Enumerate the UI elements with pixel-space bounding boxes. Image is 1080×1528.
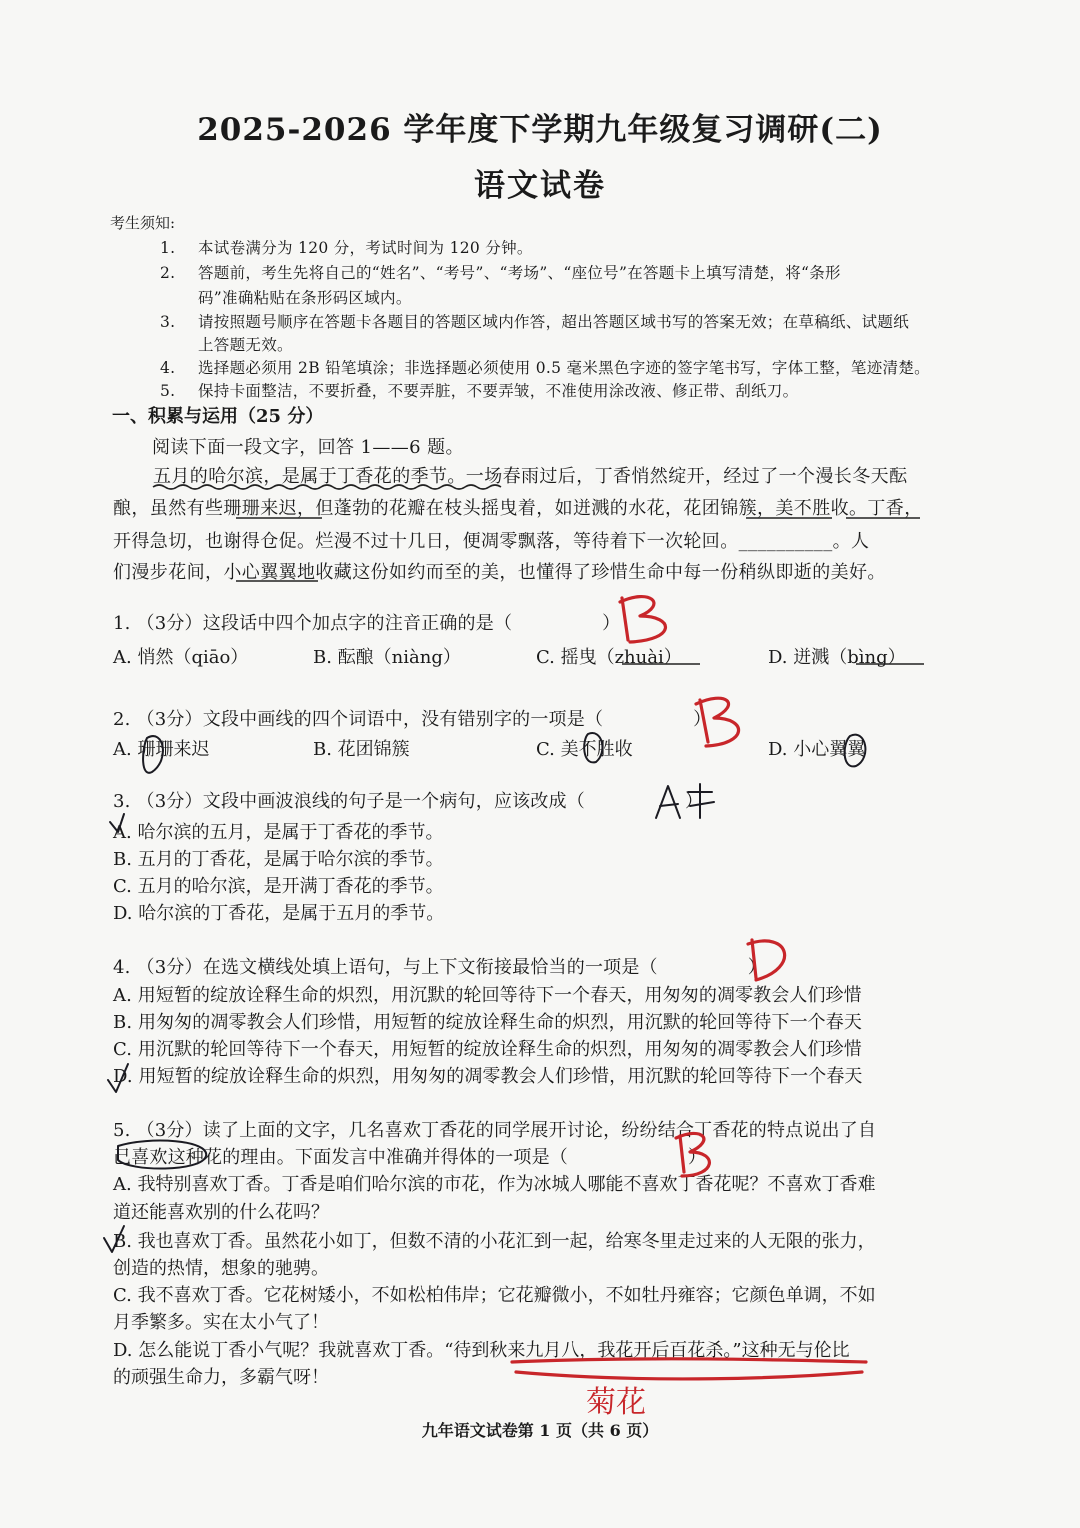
question-5-option-d: D. 怎么能说丁香小气呢？我就喜欢丁香。“待到秋来九月八，我花开后百花杀。”这种无与伦比 [113, 1340, 850, 1361]
notice-item: 5. 保持卡面整洁，不要折叠，不要弄脏，不要弄皱，不准使用涂改液、修正带、刮纸刀。 [160, 382, 799, 400]
circle-mark-icon [143, 736, 163, 773]
exam-title: 2025-2026 学年度下学期九年级复习调研(二) [197, 112, 883, 148]
question-5-option-b-cont: 创造的热情，想象的驰骋。 [113, 1258, 329, 1279]
notice-item: 码”准确粘贴在条形码区域内。 [198, 289, 412, 307]
passage-line: 们漫步花间，小心翼翼地收藏这份如约而至的美，也懂得了珍惜生命中每一份稍纵即逝的美好。 [113, 562, 886, 583]
question-1-option-d: D. 迸溅（bìng） [768, 647, 906, 668]
notice-item: 4. 选择题必须用 2B 铅笔填涂；非选择题必须使用 0.5 毫米黑色字迹的签字笔书写，字体工整，笔迹清楚。 [160, 359, 930, 377]
question-3-option-a: A. 哈尔滨的五月，是属于丁香花的季节。 [113, 822, 444, 843]
question-4-option-b: B. 用匆匆的凋零教会人们珍惜，用短暂的绽放诠释生命的炽烈，用沉默的轮回等待下一个春天 [113, 1012, 862, 1033]
circle-mark-icon [845, 735, 866, 767]
notice-item: 3. 请按照题号顺序在答题卡各题目的答题区域内作答，超出答题区域书写的答案无效；在草稿纸、试题纸 [160, 313, 910, 331]
question-3-option-d: D. 哈尔滨的丁香花，是属于五月的季节。 [113, 903, 445, 924]
question-5-option-b: B. 我也喜欢丁香。虽然花小如丁，但数不清的小花汇到一起，给寒冬里走过来的人无限的张力， [113, 1231, 876, 1252]
handwritten-answer-3 [656, 784, 714, 818]
question-5-option-c: C. 我不喜欢丁香。它花树矮小，不如松柏伟岸；它花瓣微小，不如牡丹雍容；它颜色单调，不如 [113, 1285, 876, 1306]
check-mark-icon [104, 1226, 124, 1252]
question-1-option-b: B. 酝酿（niàng） [313, 647, 461, 668]
passage-wavy-underline [153, 485, 501, 489]
handwritten-answer-1 [620, 597, 665, 642]
question-5-option-c-cont: 月季繁多。实在太小气了！ [113, 1312, 329, 1333]
notice-heading: 考生须知: [110, 214, 176, 232]
passage-line: 五月的哈尔滨，是属于丁香花的季节。一场春雨过后，丁香悄然绽开，经过了一个漫长冬天酝 [153, 466, 908, 487]
notice-item: 2. 答题前，考生先将自己的“姓名”、“考号”、“考场”、“座位号”在答题卡上填写清楚，将“条形 [160, 264, 841, 282]
handwritten-answer-5 [676, 1133, 709, 1176]
check-mark-icon [110, 814, 124, 832]
question-5-stem-line: 5. （3分）读了上面的文字，几名喜欢丁香花的同学展开讨论，纷纷结合丁香花的特点说出了自 [113, 1120, 877, 1141]
question-5-option-d-cont: 的顽强生命力，多霸气呀！ [113, 1367, 329, 1388]
reading-instruction: 阅读下面一段文字，回答 1——6 题。 [152, 437, 464, 458]
question-1-option-a: A. 悄然（qiāo） [113, 647, 249, 668]
handwritten-answer-4 [748, 940, 785, 980]
question-3-option-b: B. 五月的丁香花，是属于哈尔滨的季节。 [113, 849, 444, 870]
question-3-stem: 3. （3分）文段中画波浪线的句子是一个病句，应该改成（ ） [113, 791, 704, 812]
question-1-option-c: C. 摇曳（zhuài） [536, 647, 682, 668]
red-underline [516, 1372, 862, 1379]
question-4-stem: 4. （3分）在选文横线处填上语句，与上下文衔接最恰当的一项是（ ） [113, 957, 766, 978]
circle-mark-icon [584, 733, 602, 762]
passage-line: 开得急切，也谢得仓促。烂漫不过十几日，便凋零飘落，等待着下一次轮回。__________。人 [113, 531, 870, 552]
question-5-stem-line: 己喜欢这种花的理由。下面发言中准确并得体的一项是（ ） [113, 1147, 707, 1168]
notice-item: 上答题无效。 [198, 336, 293, 354]
question-2-option-b: B. 花团锦簇 [313, 739, 410, 760]
question-4-option-a: A. 用短暂的绽放诠释生命的炽烈，用沉默的轮回等待下一个春天，用匆匆的凋零教会人们珍惜 [113, 985, 862, 1006]
question-5-option-a: A. 我特别喜欢丁香。丁香是咱们哈尔滨的市花，作为冰城人哪能不喜欢丁香花呢？不喜欢丁香难 [113, 1174, 876, 1195]
question-2-option-d: D. 小心翼翼 [768, 739, 866, 760]
question-5-option-a-cont: 道还能喜欢别的什么花吗？ [113, 1202, 329, 1223]
red-underline [512, 1359, 866, 1362]
section-heading: 一、积累与运用（25 分） [112, 406, 324, 427]
question-4-option-c: C. 用沉默的轮回等待下一个春天，用短暂的绽放诠释生命的炽烈，用匆匆的凋零教会人们珍惜 [113, 1039, 862, 1060]
handwritten-note [586, 1386, 646, 1419]
question-3-option-c: C. 五月的哈尔滨，是开满丁香花的季节。 [113, 876, 444, 897]
handwritten-note-text: 菊花 [586, 1386, 646, 1419]
question-4-option-d: D. 用短暂的绽放诠释生命的炽烈，用匆匆的凋零教会人们珍惜，用沉默的轮回等待下一个春天 [113, 1066, 863, 1087]
question-2-stem: 2. （3分）文段中画线的四个词语中，没有错别字的一项是（ ） [113, 709, 712, 730]
question-1-stem: 1. （3分）这段话中四个加点字的注音正确的是（ ） [113, 613, 621, 634]
exam-subtitle: 语文试卷 [474, 168, 606, 204]
circle-mark-icon [118, 1141, 206, 1169]
question-2-option-a: A. 珊珊来迟 [113, 739, 210, 760]
check-mark-icon [108, 1064, 128, 1092]
handwritten-answer-2 [696, 698, 739, 746]
notice-item: 1. 本试卷满分为 120 分，考试时间为 120 分钟。 [160, 239, 533, 257]
page-footer: 九年语文试卷第 1 页（共 6 页） [421, 1421, 659, 1440]
passage-line: 酿，虽然有些珊珊来迟，但蓬勃的花瓣在枝头摇曳着，如迸溅的水花，花团锦簇，美不胜收。丁香， [113, 498, 923, 519]
question-2-option-c: C. 美不胜收 [536, 739, 633, 760]
